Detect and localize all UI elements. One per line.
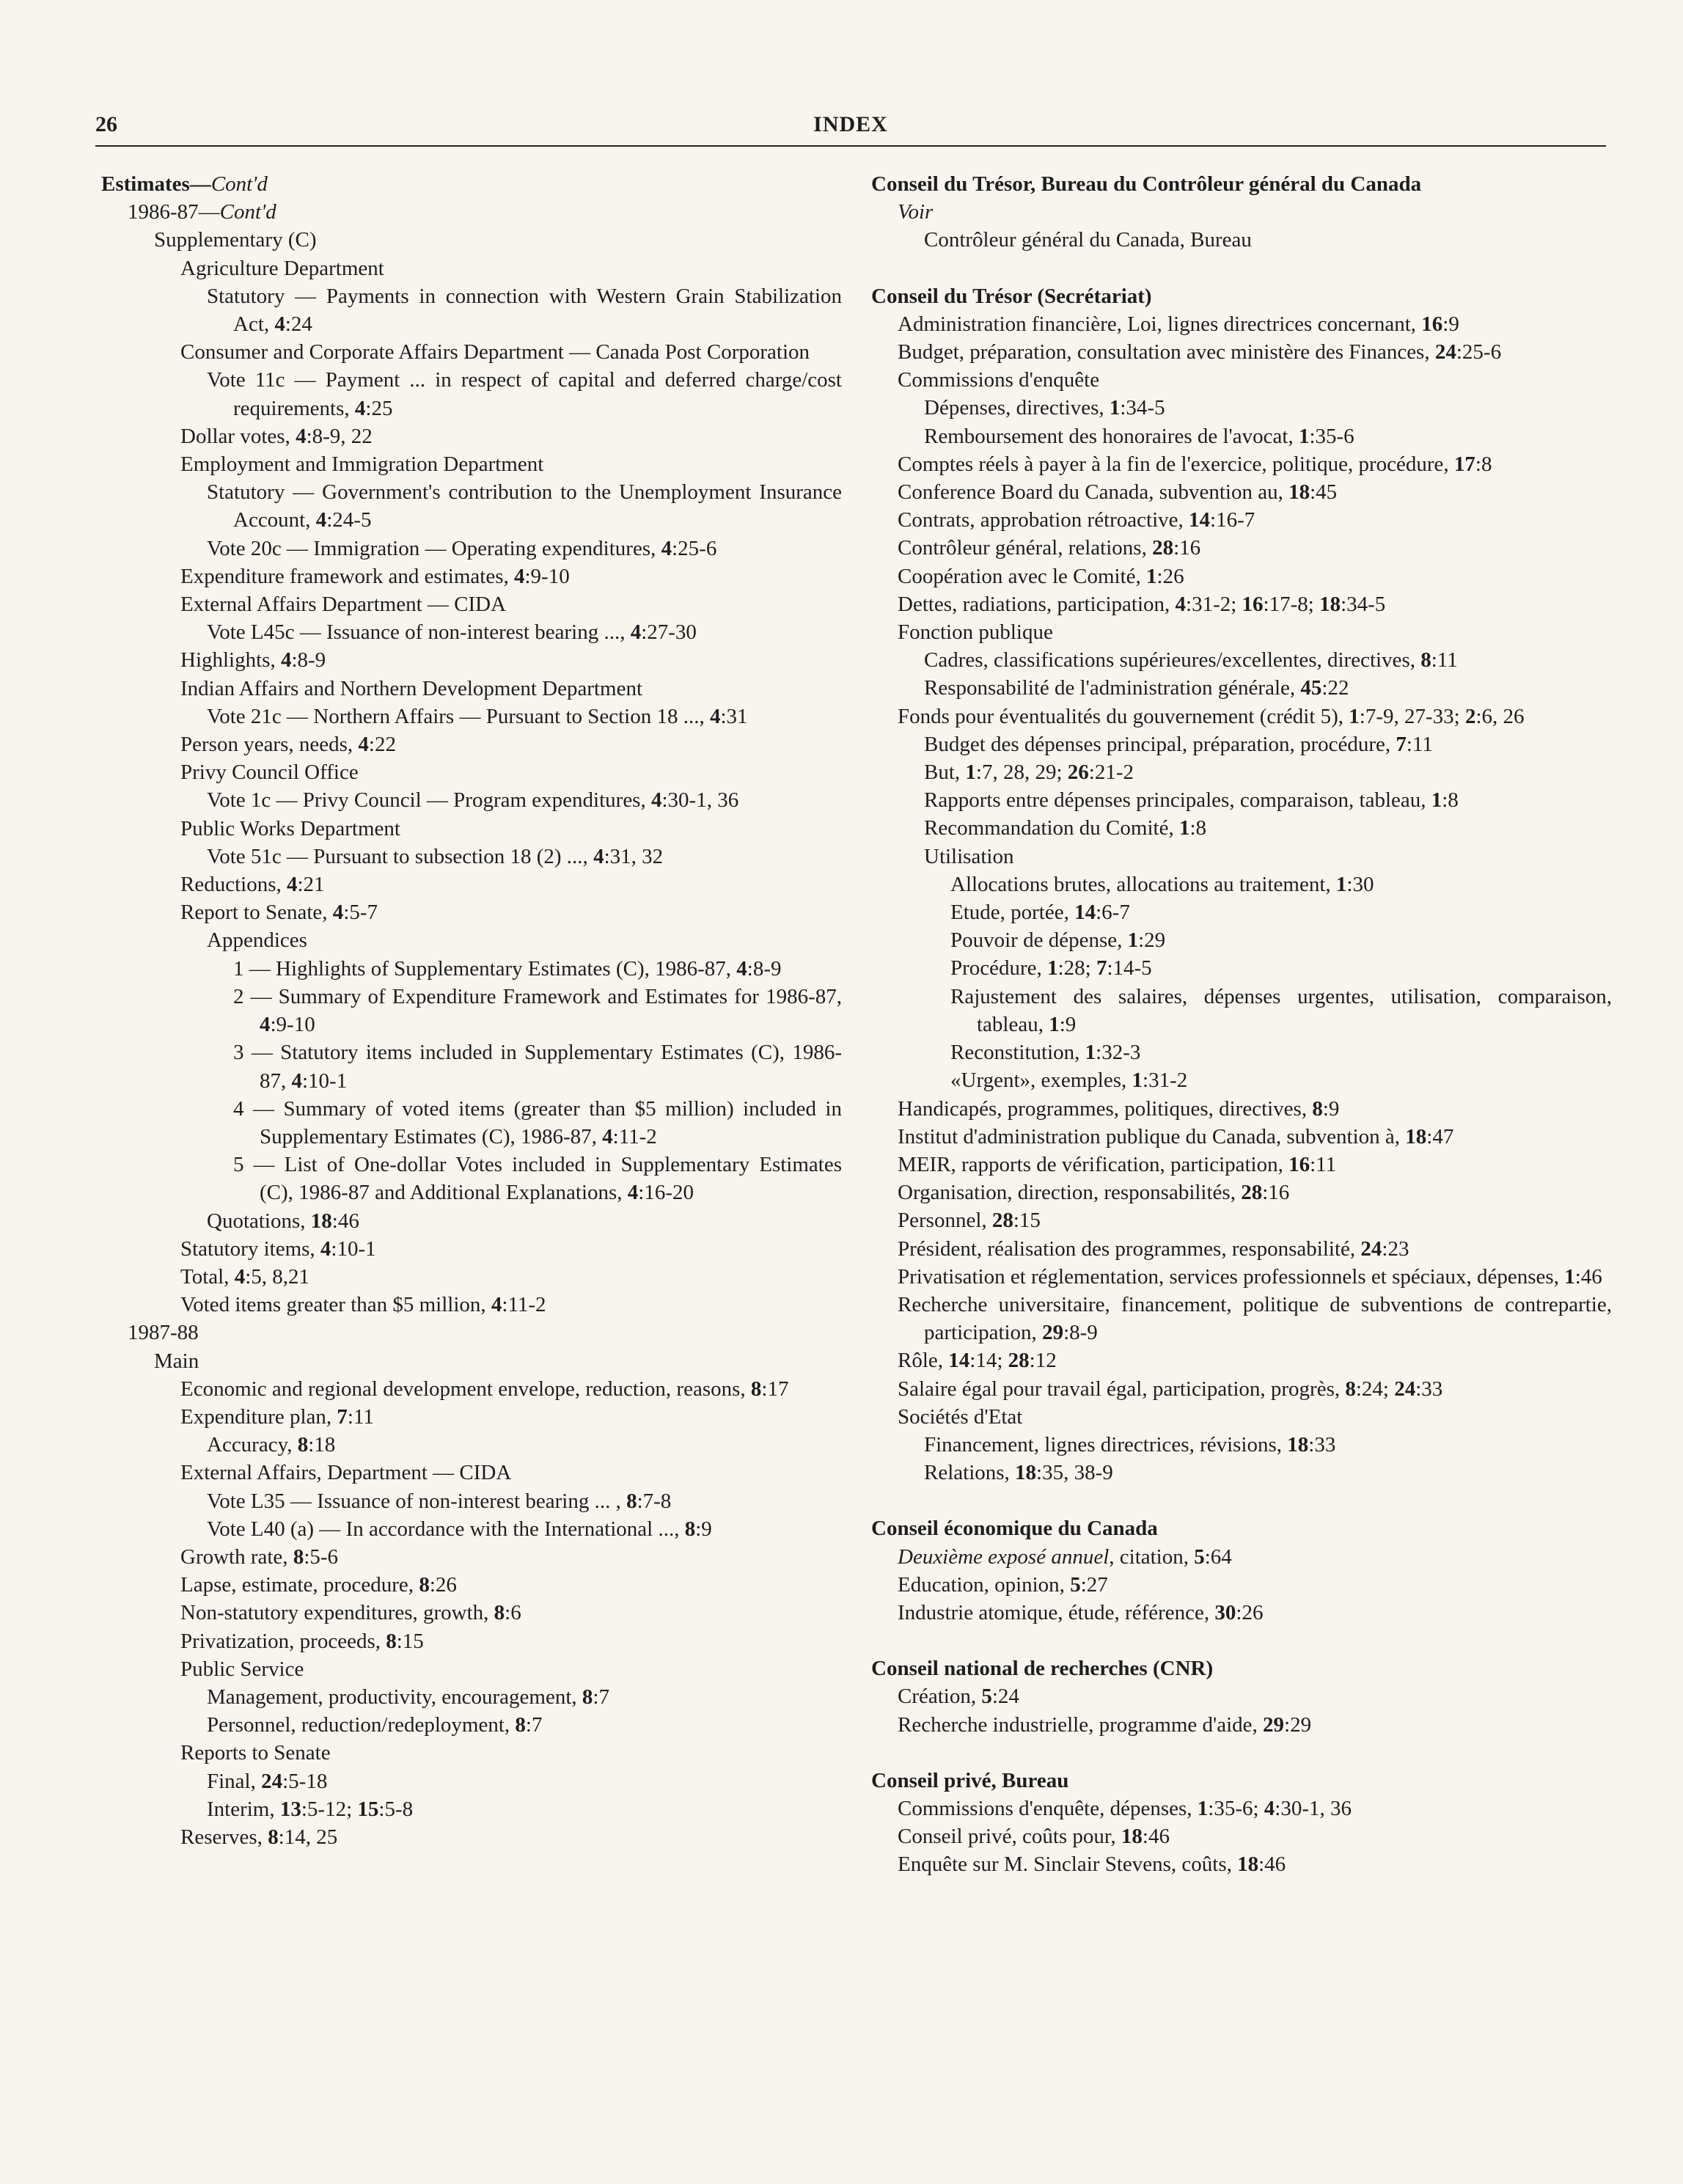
index-entry: Cadres, classifications supérieures/excellentes, directives, 8:11 (924, 648, 1458, 673)
index-entry: Statutory — Payments in connection with Western Grain Stabilization Act, 4:24 (207, 284, 842, 337)
index-heading: Conseil économique du Canada (871, 1517, 1158, 1541)
index-entry: Président, réalisation des programmes, responsabilité, 24:23 (898, 1236, 1409, 1261)
index-entry: Final, 24:5-18 (207, 1769, 328, 1793)
index-entry: Sociétés d'Etat (898, 1404, 1023, 1429)
index-entry: 1 — Highlights of Supplementary Estimates (C), 1986-87, 4:8-9 (233, 956, 782, 981)
index-entry: Reconstitution, 1:32-3 (950, 1041, 1141, 1065)
index-entry: Voir (898, 200, 934, 224)
index-entry: Budget, préparation, consultation avec ministère des Finances, 24:25-6 (898, 340, 1502, 364)
index-entry: Dettes, radiations, participation, 4:31-2; 16:17-8; 18:34-5 (898, 592, 1386, 616)
index-entry: Comptes réels à payer à la fin de l'exercice, politique, procédure, 17:8 (898, 452, 1492, 476)
index-entry: Institut d'administration publique du Canada, subvention à, 18:47 (898, 1124, 1454, 1148)
index-entry: Statutory items, 4:10-1 (180, 1236, 376, 1261)
index-entry: Rajustement des salaires, dépenses urgentes, utilisation, comparaison, tableau, 1:9 (950, 984, 1612, 1036)
index-entry: Lapse, estimate, procedure, 8:26 (180, 1573, 457, 1597)
index-entry: Industrie atomique, étude, référence, 30:26 (898, 1600, 1264, 1624)
index-entry: Personnel, reduction/redeployment, 8:7 (207, 1713, 543, 1737)
index-entry: Contrôleur général du Canada, Bureau (924, 228, 1252, 252)
index-entry: Procédure, 1:28; 7:14-5 (950, 956, 1152, 981)
index-heading: Conseil national de recherches (CNR) (871, 1657, 1214, 1681)
index-heading: Conseil du Trésor (Secrétariat) (871, 284, 1152, 308)
index-entry: Privatization, proceeds, 8:15 (180, 1629, 424, 1653)
index-entry: Dollar votes, 4:8-9, 22 (180, 424, 373, 448)
index-entry: Appendices (207, 928, 307, 953)
index-entry: Financement, lignes directrices, révisions, 18:33 (924, 1432, 1336, 1456)
index-entry: But, 1:7, 28, 29; 26:21-2 (924, 761, 1134, 785)
index-entry: Allocations brutes, allocations au traitement, 1:30 (950, 872, 1374, 896)
index-entry: Interim, 13:5-12; 15:5-8 (207, 1797, 414, 1821)
index-heading: Estimates—Cont'd (101, 172, 268, 196)
index-entry: Vote L35 — Issuance of non-interest bearing ... , 8:7-8 (207, 1489, 672, 1513)
index-entry: Contrats, approbation rétroactive, 14:16-7 (898, 508, 1255, 532)
index-entry: Privatisation et réglementation, services professionnels et spéciaux, dépenses, 1:46 (898, 1264, 1602, 1289)
index-entry: Expenditure framework and estimates, 4:9-10 (180, 564, 570, 588)
index-entry: «Urgent», exemples, 1:31-2 (950, 1069, 1188, 1093)
index-entry: External Affairs Department — CIDA (180, 593, 507, 617)
index-entry: Supplementary (C) (154, 228, 317, 252)
index-entry: Reports to Senate (180, 1741, 331, 1765)
index-entry: Utilisation (924, 844, 1014, 868)
index-entry: Public Works Department (180, 816, 400, 840)
index-entry: Highlights, 4:8-9 (180, 648, 326, 673)
running-head: INDEX (813, 112, 888, 136)
index-entry: 5 — List of One-dollar Votes included in Supplementary Estimates (C), 1986-87 and Additional Explanations, 4:16-20 (233, 1153, 842, 1205)
index-entry: Vote 21c — Northern Affairs — Pursuant to Section 18 ..., 4:31 (207, 704, 748, 728)
index-entry: Pouvoir de dépense, 1:29 (950, 928, 1166, 953)
index-entry: External Affairs, Department — CIDA (180, 1461, 512, 1485)
index-entry: Personnel, 28:15 (898, 1209, 1041, 1233)
index-entry: Commissions d'enquête, dépenses, 1:35-6; 4:30-1, 36 (898, 1796, 1352, 1820)
index-entry: Fonction publique (898, 620, 1053, 645)
index-entry: Budget des dépenses principal, préparation, procédure, 7:11 (924, 732, 1433, 756)
index-entry: Organisation, direction, responsabilités, 28:16 (898, 1181, 1290, 1205)
index-entry: 2 — Summary of Expenditure Framework and Estimates for 1986-87, 4:9-10 (233, 984, 842, 1037)
index-entry: Recommandation du Comité, 1:8 (924, 816, 1207, 840)
index-entry: Administration financière, Loi, lignes directrices concernant, 16:9 (898, 312, 1459, 336)
index-entry: Deuxième exposé annuel, citation, 5:64 (898, 1544, 1232, 1569)
index-entry: Vote L40 (a) — In accordance with the International ..., 8:9 (207, 1517, 712, 1541)
index-entry: Enquête sur M. Sinclair Stevens, coûts, 18:46 (898, 1853, 1286, 1877)
index-entry: Commissions d'enquête (898, 368, 1100, 392)
index-entry: Fonds pour éventualités du gouvernement (crédit 5), 1:7-9, 27-33; 2:6, 26 (898, 704, 1525, 728)
index-heading: Conseil privé, Bureau (871, 1768, 1069, 1792)
index-entry: Person years, needs, 4:22 (180, 733, 396, 757)
index-entry: Responsabilité de l'administration générale, 45:22 (924, 676, 1349, 700)
index-entry: Reserves, 8:14, 25 (180, 1825, 338, 1849)
index-entry: Growth rate, 8:5-6 (180, 1544, 339, 1569)
index-entry: Relations, 18:35, 38-9 (924, 1461, 1113, 1485)
index-entry: Consumer and Corporate Affairs Department — Canada Post Corporation (180, 340, 810, 364)
index-entry: Statutory — Government's contribution to the Unemployment Insurance Account, 4:24-5 (207, 480, 842, 532)
header-rule (95, 145, 1606, 147)
index-entry: Economic and regional development envelope, reduction, reasons, 8:17 (180, 1377, 789, 1401)
index-entry: Reductions, 4:21 (180, 873, 325, 897)
index-column-right (871, 170, 1612, 1879)
index-entry: Remboursement des honoraires de l'avocat, 1:35-6 (924, 424, 1354, 448)
page-number: 26 (95, 112, 117, 136)
index-entry: Voted items greater than $5 million, 4:11-2 (180, 1293, 546, 1317)
index-heading: Conseil du Trésor, Bureau du Contrôleur général du Canada (871, 172, 1422, 196)
index-entry: Privy Council Office (180, 761, 359, 785)
index-entry: Employment and Immigration Department (180, 452, 544, 477)
index-entry: Agriculture Department (180, 256, 384, 280)
index-entry: Handicapés, programmes, politiques, directives, 8:9 (898, 1096, 1340, 1121)
index-entry: Total, 4:5, 8,21 (180, 1264, 309, 1289)
index-entry: Salaire égal pour travail égal, participation, progrès, 8:24; 24:33 (898, 1377, 1443, 1401)
index-entry: Accuracy, 8:18 (207, 1433, 336, 1457)
index-entry: Indian Affairs and Northern Development Department (180, 676, 643, 700)
index-entry: Vote L45c — Issuance of non-interest bearing ..., 4:27-30 (207, 620, 697, 645)
index-entry: Conference Board du Canada, subvention au, 18:45 (898, 480, 1338, 505)
index-entry: 1987-88 (128, 1321, 199, 1345)
index-entry: Non-statutory expenditures, growth, 8:6 (180, 1601, 521, 1625)
index-entry: Rôle, 14:14; 28:12 (898, 1349, 1057, 1373)
index-entry: Expenditure plan, 7:11 (180, 1404, 374, 1429)
index-entry: Main (154, 1349, 199, 1373)
index-entry: Management, productivity, encouragement, 8:7 (207, 1685, 609, 1709)
index-entry: Recherche universitaire, financement, politique de subventions de contrepartie, participation, 29:8-9 (898, 1292, 1612, 1345)
index-entry: Contrôleur général, relations, 28:16 (898, 536, 1201, 560)
index-entry: Etude, portée, 14:6-7 (950, 901, 1130, 925)
index-entry: Public Service (180, 1657, 304, 1681)
page-header (95, 110, 1606, 147)
index-entry: Dépenses, directives, 1:34-5 (924, 396, 1165, 420)
index-entry: Conseil privé, coûts pour, 18:46 (898, 1825, 1170, 1849)
index-entry: MEIR, rapports de vérification, participation, 16:11 (898, 1152, 1337, 1176)
index-entry: Quotations, 18:46 (207, 1209, 359, 1233)
index-entry: Vote 51c — Pursuant to subsection 18 (2) ..., 4:31, 32 (207, 844, 664, 868)
index-entry: Vote 1c — Privy Council — Program expenditures, 4:30-1, 36 (207, 788, 739, 813)
index-entry: 1986-87—Cont'd (128, 200, 276, 224)
index-entry: 3 — Statutory items included in Supplementary Estimates (C), 1986-87, 4:10-1 (233, 1041, 842, 1093)
index-entry: Rapports entre dépenses principales, comparaison, tableau, 1:8 (924, 788, 1459, 813)
index-entry: Report to Senate, 4:5-7 (180, 901, 378, 925)
index-column-left (101, 170, 842, 1851)
index-entry: Vote 11c — Payment ... in respect of capital and deferred charge/cost requirements, 4:25 (207, 368, 842, 420)
index-entry: Coopération avec le Comité, 1:26 (898, 564, 1184, 588)
index-entry: 4 — Summary of voted items (greater than $5 million) included in Supplementary Estimates (C), 1986-87, 4:11-2 (233, 1096, 842, 1148)
index-entry: Vote 20c — Immigration — Operating expenditures, 4:25-6 (207, 536, 717, 560)
index-entry: Recherche industrielle, programme d'aide, 29:29 (898, 1712, 1312, 1737)
index-entry: Création, 5:24 (898, 1685, 1019, 1709)
index-entry: Education, opinion, 5:27 (898, 1572, 1108, 1597)
